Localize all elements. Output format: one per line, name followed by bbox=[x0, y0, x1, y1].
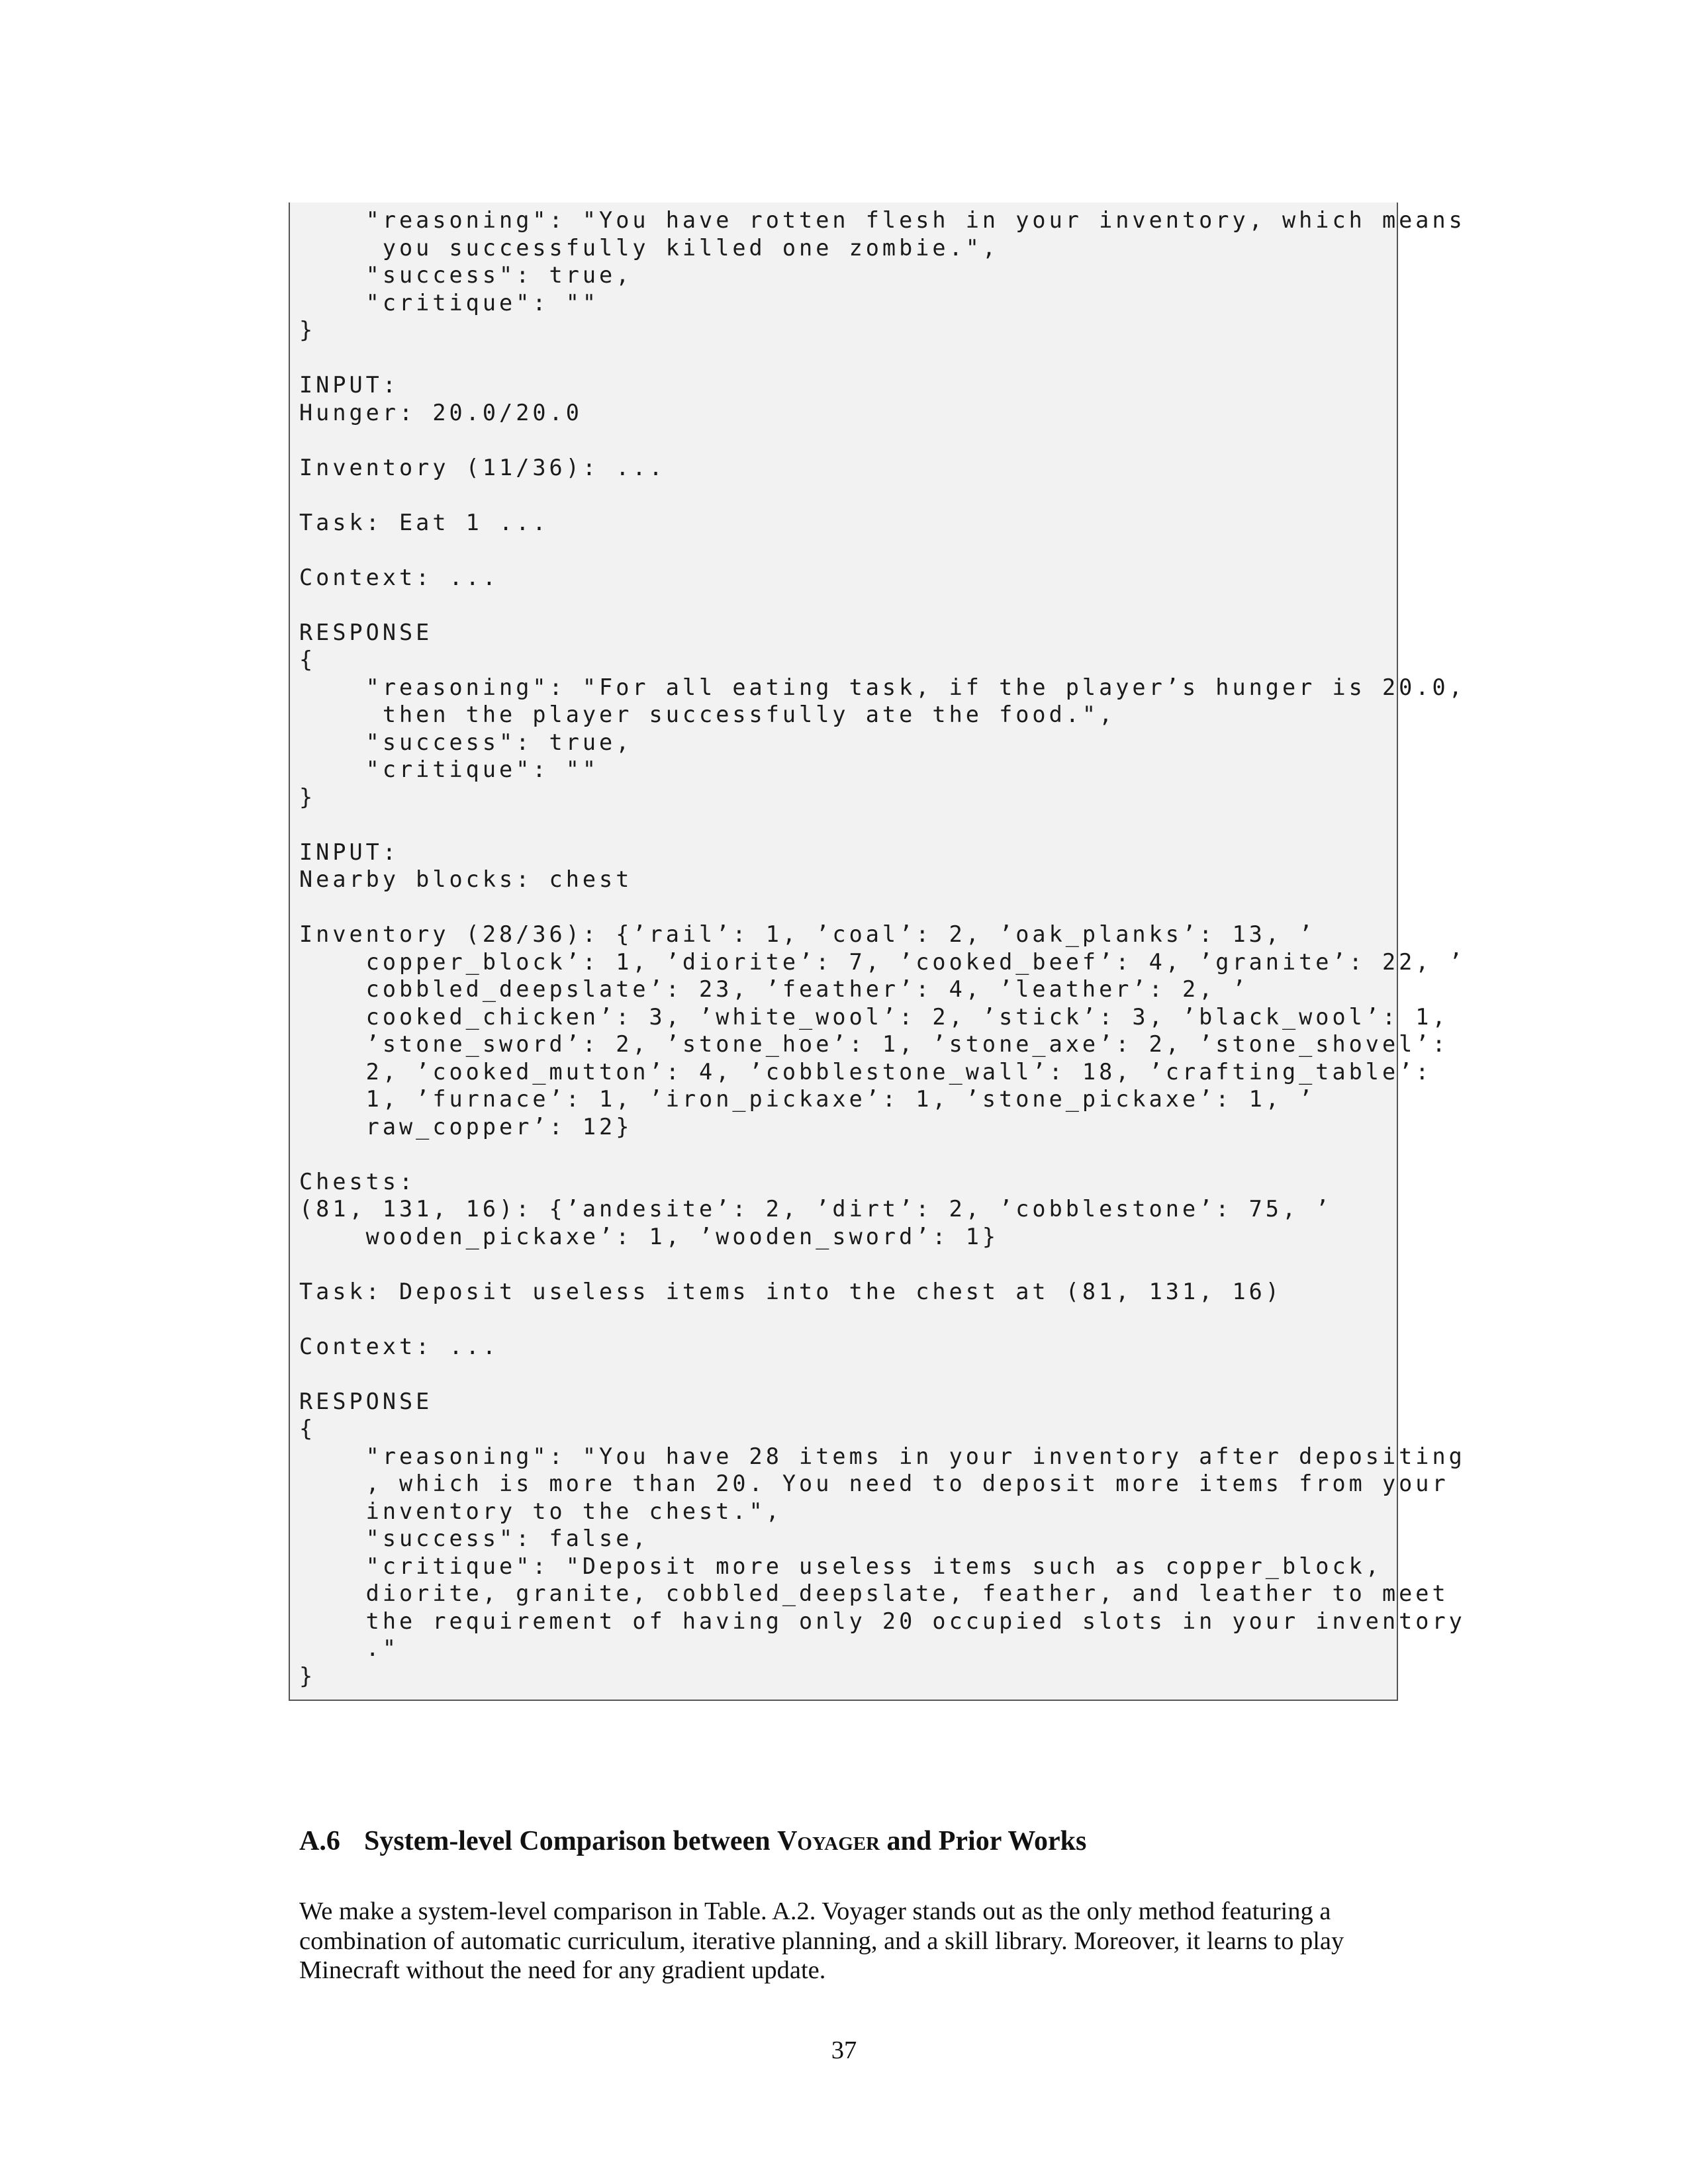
section-number: A.6 bbox=[299, 1826, 340, 1856]
code-line: Inventory (28/36): {’rail’: 1, ’coal’: 2, ’oak_planks’: 13, ’ bbox=[299, 921, 1316, 947]
code-line: "reasoning": "You have 28 items in your inventory after depositing bbox=[299, 1443, 1466, 1469]
code-line: you successfully killed one zombie.", bbox=[299, 234, 1000, 261]
section-heading bbox=[299, 1825, 1086, 1857]
code-line: "critique": "" bbox=[299, 289, 600, 316]
code-line: Nearby blocks: chest bbox=[299, 866, 633, 892]
code-line: 1, ’furnace’: 1, ’iron_pickaxe’: 1, ’stone_pickaxe’: 1, ’ bbox=[299, 1086, 1316, 1112]
code-line: } bbox=[299, 317, 316, 343]
code-line: diorite, granite, cobbled_deepslate, feather, and leather to meet bbox=[299, 1580, 1449, 1606]
code-line: INPUT: bbox=[299, 839, 400, 865]
code-line: Context: ... bbox=[299, 564, 500, 590]
code-line: 2, ’cooked_mutton’: 4, ’cobblestone_wall’: 18, ’crafting_table’: bbox=[299, 1058, 1432, 1085]
code-line: "success": true, bbox=[299, 729, 633, 755]
code-line: (81, 131, 16): {’andesite’: 2, ’dirt’: 2, ’cobblestone’: 75, ’ bbox=[299, 1196, 1333, 1222]
section-title-part: System-level Comparison between bbox=[364, 1826, 778, 1856]
code-line: cooked_chicken’: 3, ’white_wool’: 2, ’stick’: 3, ’black_wool’: 1, bbox=[299, 1003, 1449, 1030]
code-line: wooden_pickaxe’: 1, ’wooden_sword’: 1} bbox=[299, 1223, 1000, 1250]
code-line: INPUT: bbox=[299, 372, 400, 398]
code-line: } bbox=[299, 1662, 316, 1689]
code-line: RESPONSE bbox=[299, 619, 433, 645]
code-line: "reasoning": "For all eating task, if the player’s hunger is 20.0, bbox=[299, 674, 1466, 700]
code-line: then the player successfully ate the food.", bbox=[299, 702, 1116, 727]
code-line: ’stone_sword’: 2, ’stone_hoe’: 1, ’stone_axe’: 2, ’stone_shovel’: bbox=[299, 1031, 1449, 1057]
code-line: "critique": "" bbox=[299, 756, 600, 782]
section-title-part: and Prior Works bbox=[880, 1826, 1087, 1856]
code-line: cobbled_deepslate’: 23, ’feather’: 4, ’leather’: 2, ’ bbox=[299, 976, 1249, 1002]
code-line: "reasoning": "You have rotten flesh in your inventory, which means bbox=[299, 207, 1466, 233]
code-line: "critique": "Deposit more useless items such as copper_block, bbox=[299, 1553, 1382, 1579]
page-number: 37 bbox=[831, 2036, 857, 2064]
code-line: Inventory (11/36): ... bbox=[299, 454, 666, 480]
code-line: copper_block’: 1, ’diorite’: 7, ’cooked_beef’: 4, ’granite’: 22, ’ bbox=[299, 948, 1466, 975]
code-line: the requirement of having only 20 occupied slots in your inventory bbox=[299, 1608, 1466, 1634]
code-line: ." bbox=[299, 1635, 400, 1661]
section-title-name: Voyager bbox=[777, 1826, 880, 1856]
code-line: raw_copper’: 12} bbox=[299, 1113, 633, 1140]
code-line: RESPONSE bbox=[299, 1388, 433, 1414]
body-paragraph: We make a system-level comparison in Table. A.2. Voyager stands out as the only method featuring a combination of automatic curriculum, iterative planning, and a skill library. Moreover, it learns to play Minecraft without the need for any gradient update. bbox=[299, 1897, 1344, 1984]
code-line: Hunger: 20.0/20.0 bbox=[299, 399, 583, 426]
code-line: "success": true, bbox=[299, 262, 633, 288]
code-line: Context: ... bbox=[299, 1333, 500, 1359]
code-line: Chests: bbox=[299, 1168, 416, 1195]
code-line: "success": false, bbox=[299, 1525, 649, 1551]
code-line: { bbox=[299, 1416, 316, 1441]
code-line: Task: Deposit useless items into the chest at (81, 131, 16) bbox=[299, 1278, 1282, 1304]
code-line: Task: Eat 1 ... bbox=[299, 509, 549, 535]
code-line: , which is more than 20. You need to deposit more items from your bbox=[299, 1471, 1449, 1496]
code-line: inventory to the chest.", bbox=[299, 1498, 782, 1524]
code-line: } bbox=[299, 784, 316, 810]
code-line: { bbox=[299, 647, 316, 672]
